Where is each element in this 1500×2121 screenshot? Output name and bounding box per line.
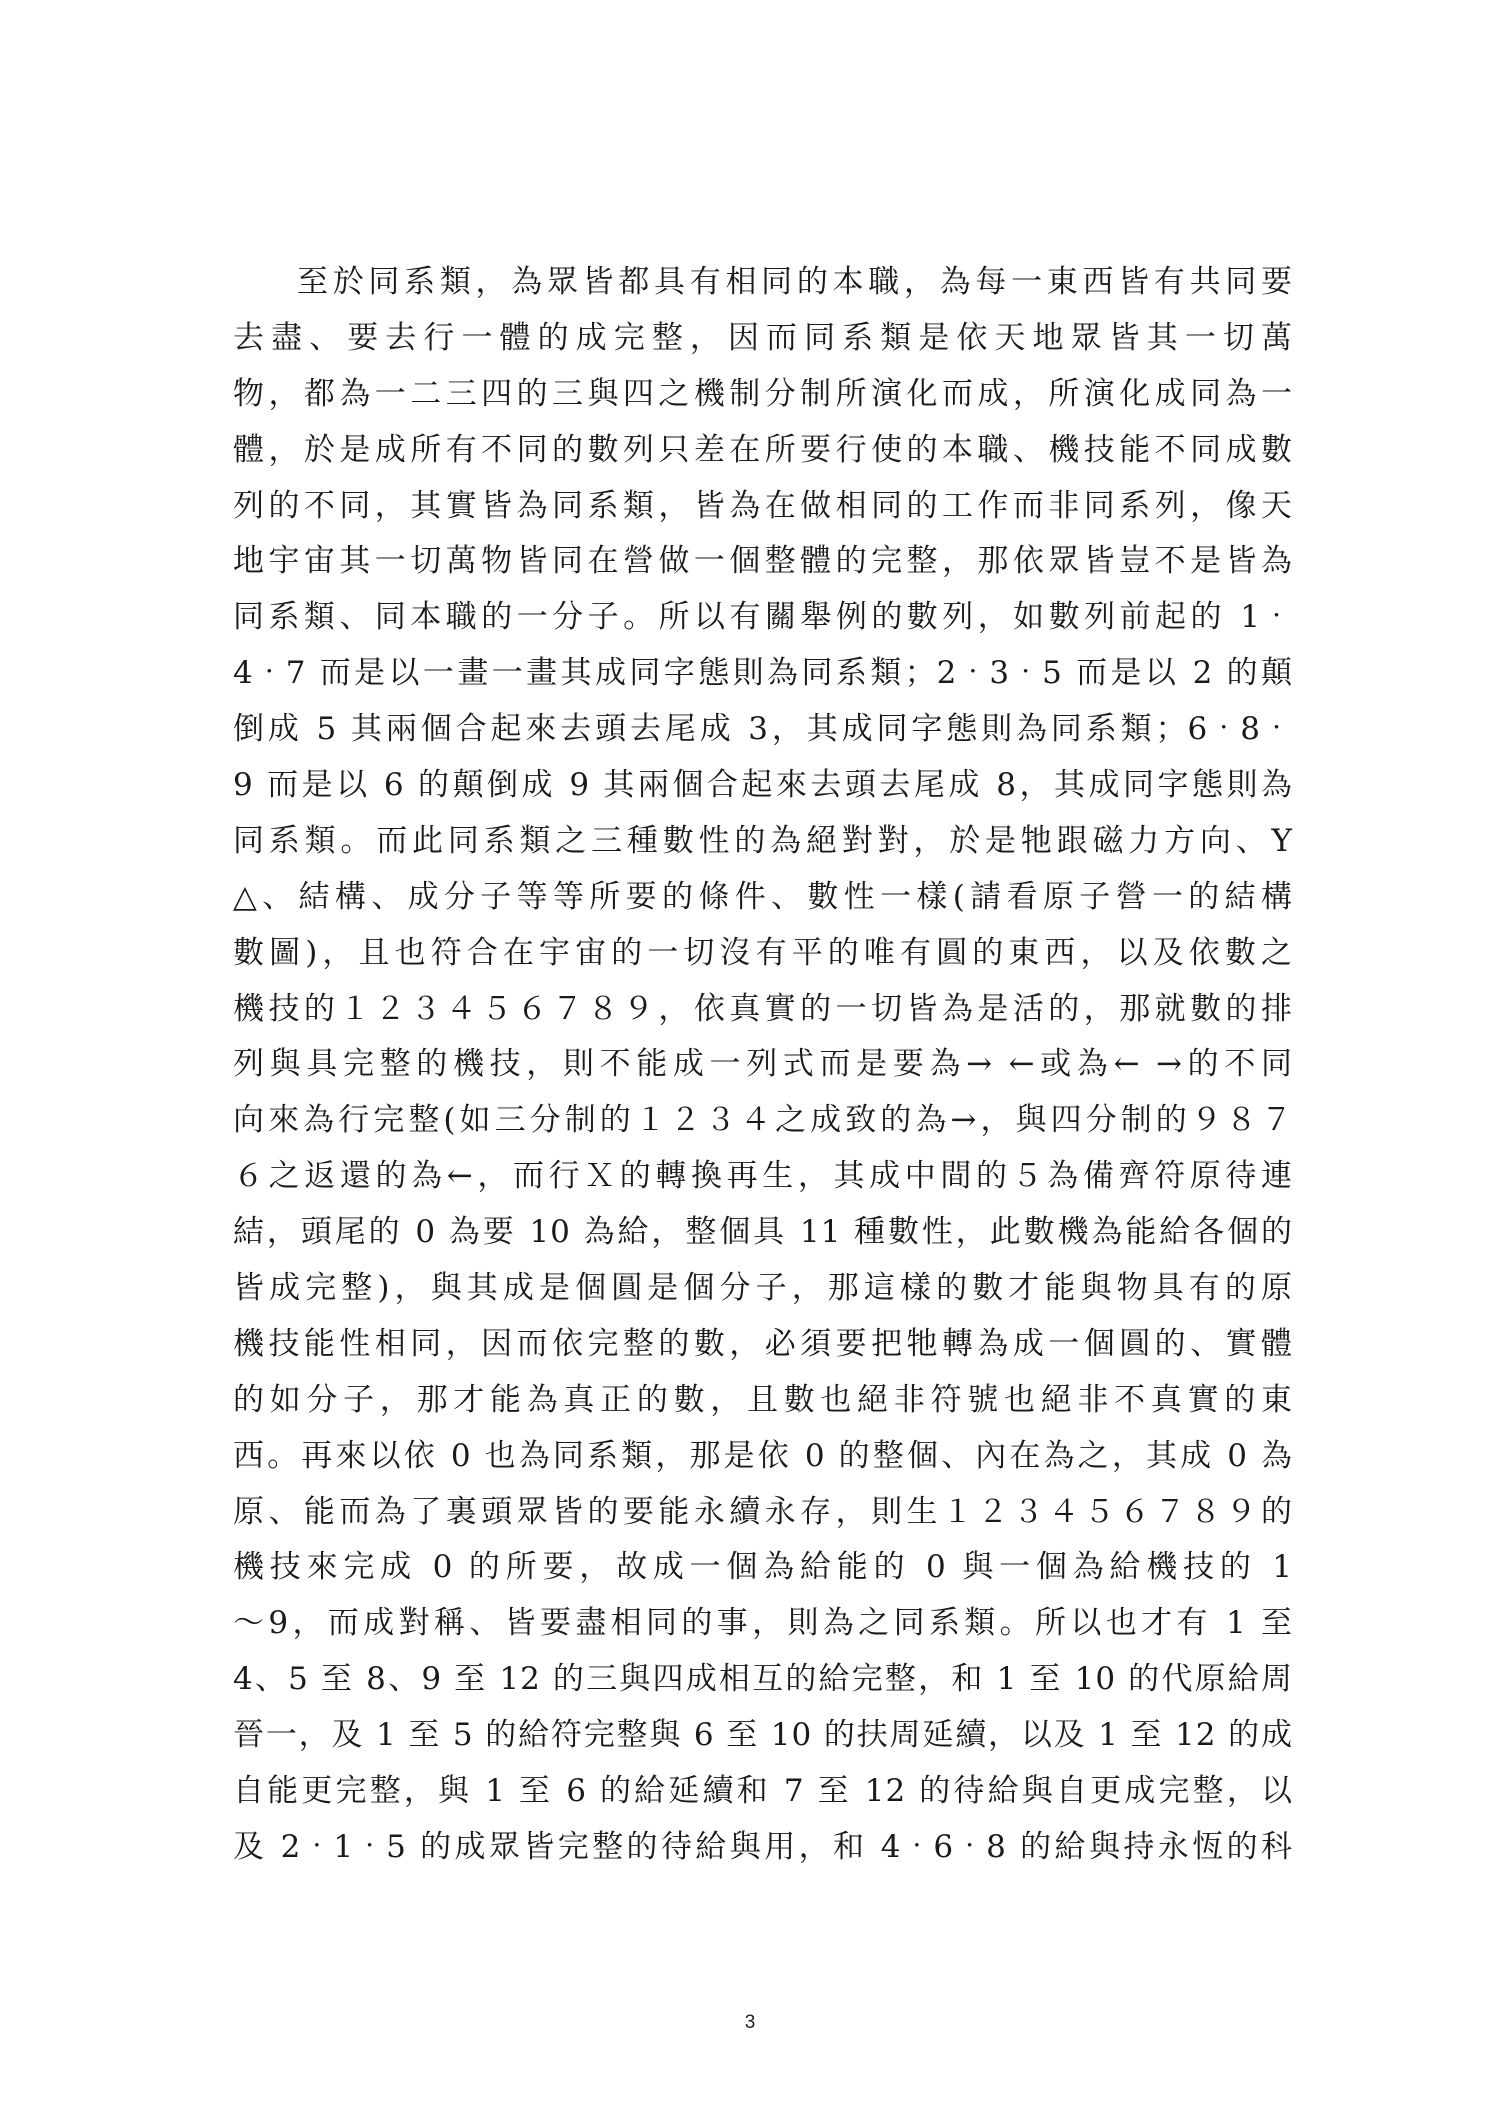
text-line: 的如分子，那才能為真正的數，且數也絕非符號也絕非不真實的東 <box>233 1381 1293 1418</box>
text-line: 去盡、要去行一體的成完整，因而同系類是依天地眾皆其一切萬 <box>233 319 1293 356</box>
text-line: 機技能性相同，因而依完整的數，必須要把牠轉為成一個圓的、實體 <box>233 1325 1293 1362</box>
text-line: 倒成 5 其兩個合起來去頭去尾成 3，其成同字態則為同系類；6‧8‧ <box>233 711 1293 748</box>
text-line: ～9，而成對稱、皆要盡相同的事，則為之同系類。所以也才有 1 至 <box>233 1605 1293 1642</box>
page-number: 3 <box>744 2012 756 2033</box>
text-line: 機技來完成 0 的所要，故成一個為給能的 0 與一個為給機技的 1 <box>233 1549 1293 1586</box>
text-line: 同系類、同本職的一分子。所以有關舉例的數列，如數列前起的 1‧ <box>233 599 1293 636</box>
text-line: 原、能而為了裏頭眾皆的要能永續永存，則生１２３４５６７８９的 <box>233 1493 1293 1530</box>
text-line: 至於同系類，為眾皆都具有相同的本職，為每一東西皆有共同要 <box>297 264 1293 300</box>
text-line: 向來為行完整(如三分制的１２３４之成致的為→，與四分制的９８７ <box>233 1102 1293 1139</box>
text-line: 物，都為一二三四的三與四之機制分制所演化而成，所演化成同為一 <box>233 375 1293 412</box>
text-line: 地宇宙其一切萬物皆同在營做一個整體的完整，那依眾皆豈不是皆為 <box>233 543 1293 580</box>
text-line: 自能更完整，與 1 至 6 的給延續和 7 至 12 的待給與自更成完整，以 <box>233 1773 1293 1810</box>
text-line: 體，於是成所有不同的數列只差在所要行使的本職、機技能不同成數 <box>233 431 1293 468</box>
text-line: 結，頭尾的 0 為要 10 為給，整個具 11 種數性，此數機為能給各個的 <box>233 1214 1293 1251</box>
text-line: 機技的１２３４５６７８９，依真實的一切皆為是活的，那就數的排 <box>233 990 1293 1027</box>
text-line: △、結構、成分子等等所要的條件、數性一樣(請看原子營一的結構 <box>233 878 1293 915</box>
text-line: 4‧7 而是以一畫一畫其成同字態則為同系類；2‧3‧5 而是以 2 的顛 <box>233 655 1293 692</box>
text-line: 及 2‧1‧5 的成眾皆完整的待給與用，和 4‧6‧8 的給與持永恆的科 <box>233 1828 1293 1865</box>
text-line: 列的不同，其實皆為同系類，皆為在做相同的工作而非同系列，像天 <box>233 487 1293 524</box>
text-line: ６之返還的為←，而行Ｘ的轉換再生，其成中間的５為備齊符原待連 <box>233 1158 1293 1195</box>
text-line: 9 而是以 6 的顛倒成 9 其兩個合起來去頭去尾成 8，其成同字態則為 <box>233 767 1293 804</box>
text-line: 4、5 至 8、9 至 12 的三與四成相互的給完整，和 1 至 10 的代原給周 <box>233 1661 1293 1698</box>
text-line: 同系類。而此同系類之三種數性的為絕對對，於是牠跟磁力方向、Y <box>233 822 1293 859</box>
text-line: 皆成完整)，與其成是個圓是個分子，那這樣的數才能與物具有的原 <box>233 1270 1293 1307</box>
text-line: 西。再來以依 0 也為同系類，那是依 0 的整個、內在為之，其成 0 為 <box>233 1437 1293 1474</box>
text-line: 晉一，及 1 至 5 的給符完整與 6 至 10 的扶周延續，以及 1 至 12 的成 <box>233 1717 1293 1754</box>
text-line: 數圖)，且也符合在宇宙的一切沒有平的唯有圓的東西，以及依數之 <box>233 934 1293 971</box>
body-paragraph <box>233 255 1293 1876</box>
text-line: 列與具完整的機技，則不能成一列式而是要為→ ←或為← →的不同 <box>233 1046 1293 1083</box>
